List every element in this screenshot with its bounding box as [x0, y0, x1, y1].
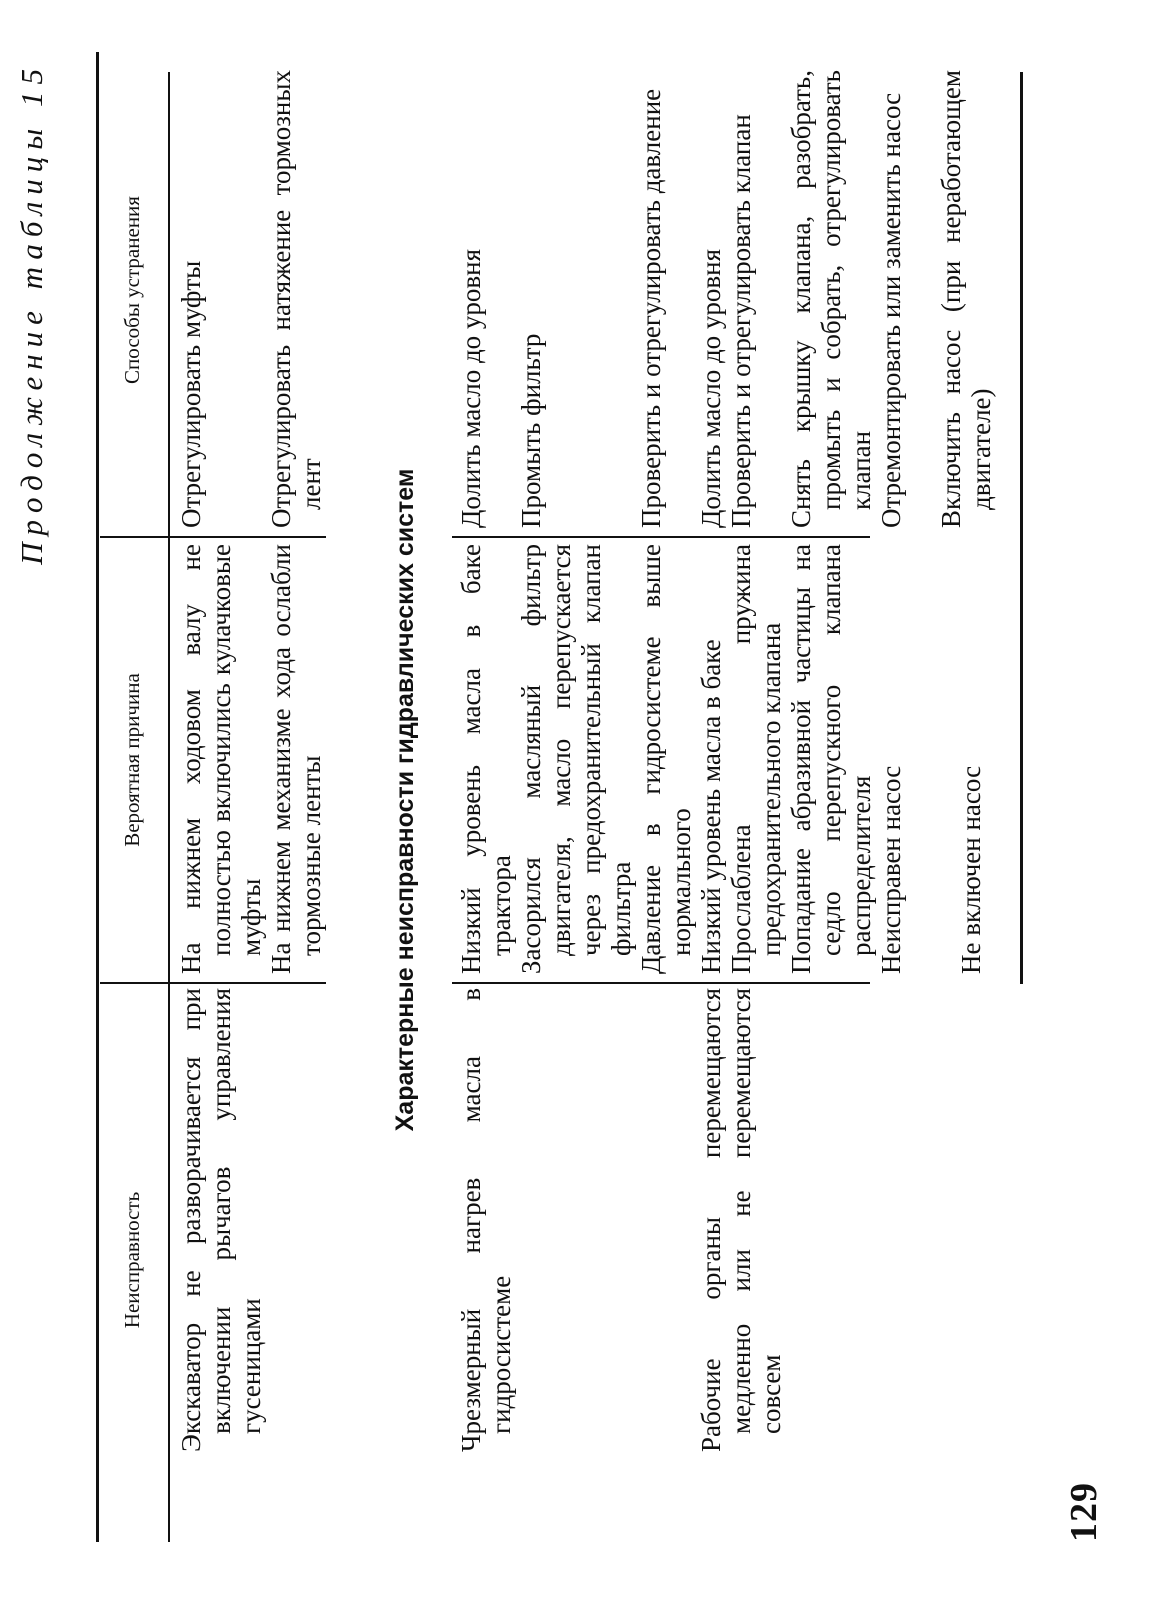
header-divider-2: [100, 536, 168, 538]
header-bottom-rule: [168, 72, 170, 1542]
group1-remedy-2: Отрегулировать натяжение тормозных лент: [266, 70, 326, 528]
group1-divider-1: [170, 982, 326, 984]
group2-remedy-3: Проверить и отрегулировать давление: [636, 88, 666, 528]
group2-cause-2: Засорился масляный фильтр двигателя, масло перепускается через предохранительный клапан фильтра: [516, 544, 636, 974]
group1-cause-1: На нижнем ходовом валу не полностью включились кулачковые муфты: [176, 544, 266, 974]
group3-remedy-2: Проверить и отрегулировать клапан: [726, 114, 756, 528]
group3-cause-5: Не включен насос: [956, 765, 986, 974]
group2-remedy-2: Промыть фильтр: [516, 333, 546, 528]
column-header-cause: Вероятная причина: [120, 673, 144, 847]
group1-cause-2: На нижнем механизме хода ослабли тормозные ленты: [266, 544, 326, 974]
group3-cause-1: Низкий уровень масла в баке: [696, 639, 726, 974]
group3-remedy-5: Включить насос (при неработающем двигателе): [936, 70, 996, 528]
group3-cause-3: Попадание абразивной частицы на седло перепускного клапана распределителя: [786, 544, 876, 974]
group3-remedy-1: Долить масло до уровня: [696, 248, 726, 528]
table-bottom-rule: [1020, 72, 1023, 984]
group2-divider-2: [452, 536, 870, 538]
column-header-fault: Неисправность: [120, 1191, 144, 1329]
group1-divider-2: [170, 536, 326, 538]
group2-cause-1: Низкий уровень масла в баке трактора: [456, 544, 516, 974]
group3-cause-4: Неисправен насос: [876, 765, 906, 974]
group2-fault: Чрезмерный нагрев масла в гидросистеме: [456, 988, 516, 1452]
group3-remedy-3: Снять крышку клапана, разобрать, промыть и собрать, отрегулировать клапан: [786, 70, 876, 528]
column-header-remedy: Способы устранения: [120, 196, 144, 384]
page-number: 129: [1063, 1482, 1105, 1542]
group1-fault: Экскаватор не разворачивается при включении рычагов управления гусеницами: [176, 988, 266, 1452]
group2-divider-1: [452, 982, 870, 984]
group1-remedy-1: Отрегулировать муфты: [176, 260, 206, 528]
header-divider-1: [100, 982, 168, 984]
group2-remedy-1: Долить масло до уровня: [456, 248, 486, 528]
table-top-rule: [96, 52, 99, 1542]
group3-fault: Рабочие органы перемещаются медленно или не перемещаются совсем: [696, 988, 786, 1452]
group2-cause-3: Давление в гидросистеме выше нормального: [636, 544, 696, 974]
group3-remedy-4: Отремонтировать или заменить насос: [876, 92, 906, 528]
section-title: Характерные неисправности гидравлических систем: [391, 468, 419, 1132]
continued-heading: Продолжение таблицы 15: [14, 62, 49, 565]
group3-cause-2: Прослаблена пружина предохранительного клапана: [726, 544, 786, 974]
